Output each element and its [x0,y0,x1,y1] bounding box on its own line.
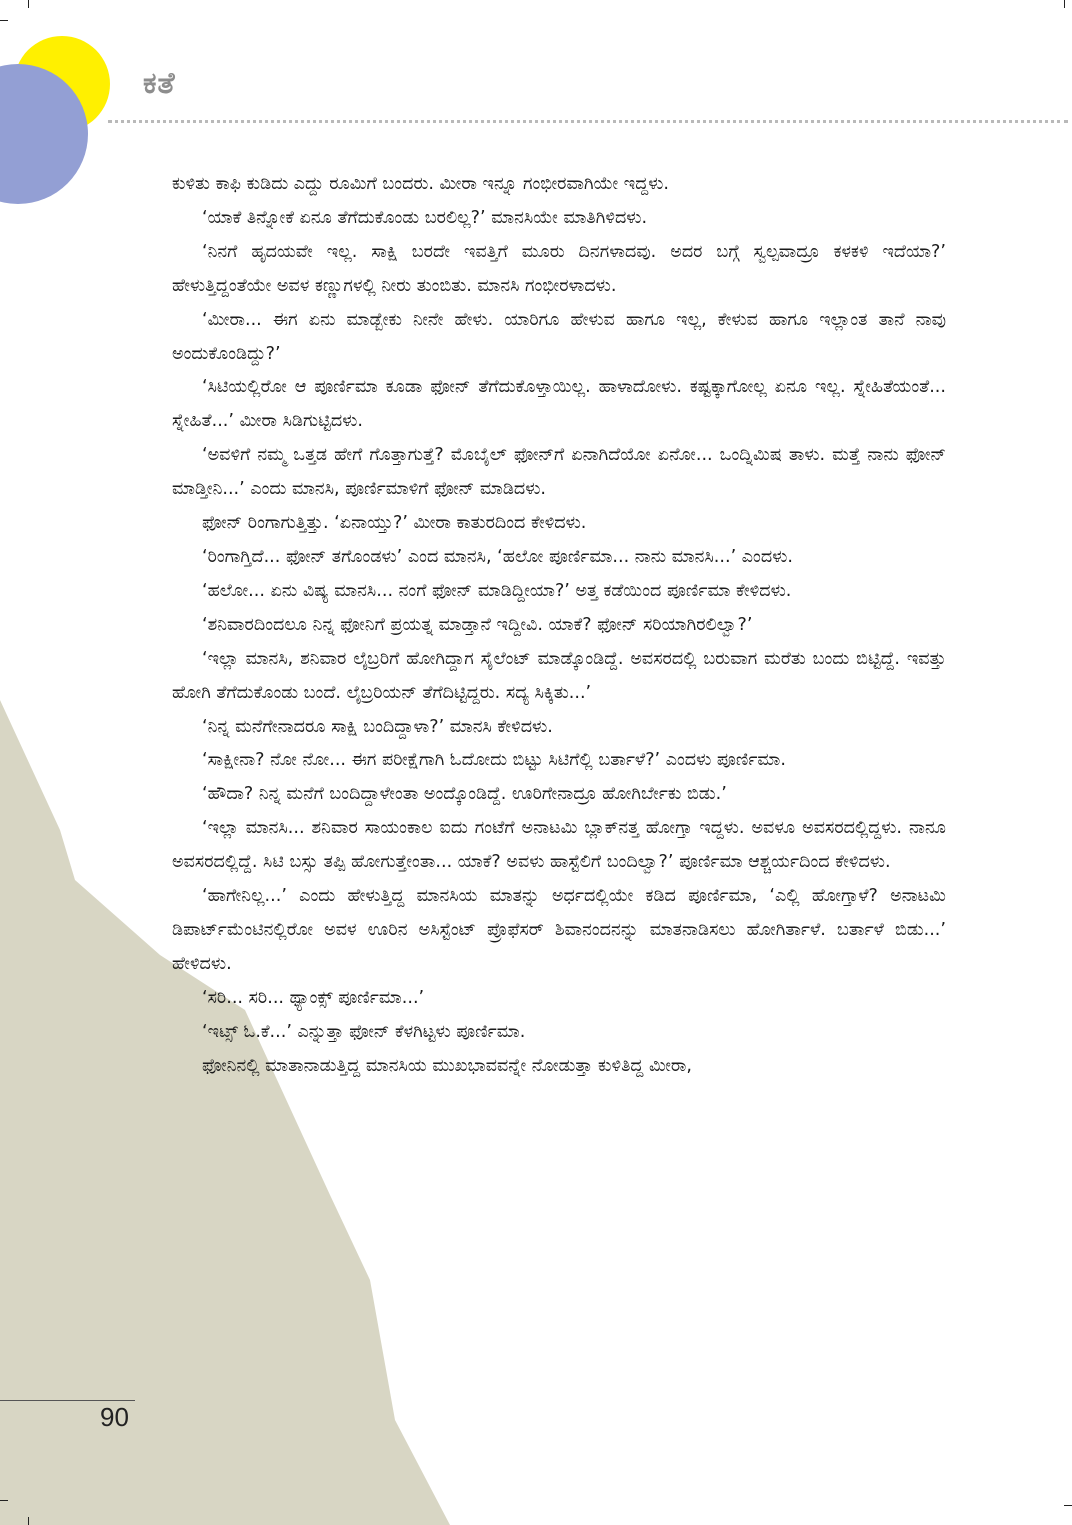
crop-mark [28,1517,29,1525]
paragraph: ‘ನಿನಗೆ ಹೃದಯವೇ ಇಲ್ಲ. ಸಾಕ್ಷಿ ಬರದೇ ಇವತ್ತಿಗೆ ಮೂರು ದಿನಗಳಾದವು. ಅದರ ಬಗ್ಗೆ ಸ್ವಲ್ಪವಾದ್ರೂ ಕಳಕಳಿ ಇದೆಯಾ?’ ಹೇಳುತ್ತಿದ್ದಂತೆಯೇ ಅವಳ ಕಣ್ಣುಗಳಲ್ಲಿ ನೀರು ತುಂಬಿತು. ಮಾನಸಿ ಗಂಭೀರಳಾದಳು. [172,241,946,296]
paragraph: ಫೋನ್ ರಿಂಗಾಗುತ್ತಿತ್ತು. ‘ಏನಾಯ್ತು?’ ಮೀರಾ ಕಾತುರದಿಂದ ಕೇಳಿದಳು. [202,513,587,534]
paragraph: ‘ನಿನ್ನ ಮನೆಗೇನಾದರೂ ಸಾಕ್ಷಿ ಬಂದಿದ್ದಾಳಾ?’ ಮಾನಸಿ ಕೇಳಿದಳು. [202,716,553,737]
paragraph: ಫೋನಿನಲ್ಲಿ ಮಾತಾನಾಡುತ್ತಿದ್ದ ಮಾನಸಿಯ ಮುಖಭಾವವನ್ನೇ ನೋಡುತ್ತಾ ಕುಳಿತಿದ್ದ ಮೀರಾ, [202,1055,692,1076]
paragraph: ‘ಶನಿವಾರದಿಂದಲೂ ನಿನ್ನ ಫೋನಿಗೆ ಪ್ರಯತ್ನ ಮಾಡ್ತಾನೆ ಇದ್ದೀವಿ. ಯಾಕೆ? ಫೋನ್ ಸರಿಯಾಗಿರಲಿಲ್ವಾ?’ [202,614,753,635]
paragraph: ‘ಇಲ್ಲಾ ಮಾನಸಿ, ಶನಿವಾರ ಲೈಬ್ರರಿಗೆ ಹೋಗಿದ್ದಾಗ ಸೈಲೆಂಟ್ ಮಾಡ್ಕೊಂಡಿದ್ದೆ. ಅವಸರದಲ್ಲಿ ಬರುವಾಗ ಮರೆತು ಬಂದು ಬಿಟ್ಟಿದ್ದೆ. ಇವತ್ತು ಹೋಗಿ ತೆಗೆದುಕೊಂಡು ಬಂದೆ. ಲೈಬ್ರರಿಯನ್ ತೆಗೆದಿಟ್ಟಿದ್ದರು. ಸದ್ಯ ಸಿಕ್ಕಿತು...’ [172,648,946,703]
crop-mark [1064,0,1065,8]
crop-mark [0,1500,8,1501]
paragraph: ‘ಸಾಕ್ಷೀನಾ? ನೋ ನೋ... ಈಗ ಪರೀಕ್ಷೆಗಾಗಿ ಓದೋದು ಬಿಟ್ಟು ಸಿಟಿಗೆಲ್ಲಿ ಬರ್ತಾಳೆ?’ ಎಂದಳು ಪೂರ್ಣಿಮಾ. [202,750,786,771]
section-label: ಕತೆ [143,66,176,101]
story-body [172,168,946,1083]
crop-mark [28,0,29,8]
paragraph: ‘ಇಟ್ಸ್ ಓ.ಕೆ...’ ಎನ್ನುತ್ತಾ ಫೋನ್ ಕೆಳಗಿಟ್ಟಳು ಪೂರ್ಣಿಮಾ. [202,1021,526,1042]
paragraph: ‘ರಿಂಗಾಗ್ತಿದೆ... ಫೋನ್ ತಗೊಂಡಳು’ ಎಂದ ಮಾನಸಿ, ‘ಹಲೋ ಪೂರ್ಣಿಮಾ... ನಾನು ಮಾನಸಿ...’ ಎಂದಳು. [202,546,793,567]
page-number-rule [0,1400,135,1401]
paragraph: ‘ಸಿಟಿಯಲ್ಲಿರೋ ಆ ಪೂರ್ಣಿಮಾ ಕೂಡಾ ಫೋನ್ ತೆಗೆದುಕೊಳ್ತಾಯಿಲ್ಲ. ಹಾಳಾದೋಳು. ಕಷ್ಟಕ್ಕಾಗೋಲ್ಲ ಏನೂ ಇಲ್ಲ. ಸ್ನೇಹಿತೆಯಂತೆ... ಸ್ನೇಹಿತೆ...’ ಮೀರಾ ಸಿಡಿಗುಟ್ಟಿದಳು. [172,377,946,432]
paragraph: ಕುಳಿತು ಕಾಫಿ ಕುಡಿದು ಎದ್ದು ರೂಮಿಗೆ ಬಂದರು. ಮೀರಾ ಇನ್ನೂ ಗಂಭೀರವಾಗಿಯೇ ಇದ್ದಳು. [172,174,669,194]
paragraph: ‘ಹಾಗೇನಿಲ್ಲ...’ ಎಂದು ಹೇಳುತ್ತಿದ್ದ ಮಾನಸಿಯ ಮಾತನ್ನು ಅರ್ಧದಲ್ಲಿಯೇ ಕಡಿದ ಪೂರ್ಣಿಮಾ, ‘ಎಲ್ಲಿ ಹೋಗ್ತಾಳೆ? ಅನಾಟಮಿ ಡಿಪಾರ್ಟ್‌ಮೆಂಟಿನಲ್ಲಿರೋ ಅವಳ ಊರಿನ ಅಸಿಸ್ಟೆಂಟ್ ಪ್ರೊಫೆಸರ್ ಶಿವಾನಂದನನ್ನು ಮಾತನಾಡಿಸಲು ಹೋಗಿರ್ತಾಳೆ. ಬರ್ತಾಳೆ ಬಿಡು...’ ಹೇಳಿದಳು. [172,886,946,974]
paragraph: ‘ಹೌದಾ? ನಿನ್ನ ಮನೆಗೆ ಬಂದಿದ್ದಾಳೇಂತಾ ಅಂದ್ಕೊಂಡಿದ್ದೆ. ಊರಿಗೇನಾದ್ರೂ ಹೋಗಿರ್ಬೇಕು ಬಿಡು.’ [202,784,727,805]
crop-mark [1064,1505,1072,1506]
paragraph: ‘ಯಾಕೆ ತಿನ್ನೋಕೆ ಏನೂ ತೆಗೆದುಕೊಂಡು ಬರಲಿಲ್ಲ?’ ಮಾನಸಿಯೇ ಮಾತಿಗಿಳಿದಳು. [202,207,648,228]
paragraph: ‘ಸರಿ... ಸರಿ... ಥ್ಯಾಂಕ್ಸ್ ಪೂರ್ಣಿಮಾ...’ [202,987,425,1008]
dotted-divider [108,120,1068,123]
crop-mark [0,20,8,21]
page-number: 90 [100,1402,129,1432]
paragraph: ‘ಮೀರಾ... ಈಗ ಏನು ಮಾಡ್ಬೇಕು ನೀನೇ ಹೇಳು. ಯಾರಿಗೂ ಹೇಳುವ ಹಾಗೂ ಇಲ್ಲ, ಕೇಳುವ ಹಾಗೂ ಇಲ್ಲಾಂತ ತಾನೆ ನಾವು ಅಂದುಕೊಂಡಿದ್ದು?’ [172,309,946,364]
paragraph: ‘ಹಲೋ... ಏನು ವಿಷ್ಯ ಮಾನಸಿ... ನಂಗೆ ಫೋನ್ ಮಾಡಿದ್ದೀಯಾ?’ ಅತ್ತ ಕಡೆಯಿಂದ ಪೂರ್ಣಿಮಾ ಕೇಳಿದಳು. [202,580,792,601]
paragraph: ‘ಇಲ್ಲಾ ಮಾನಸಿ... ಶನಿವಾರ ಸಾಯಂಕಾಲ ಐದು ಗಂಟೆಗೆ ಅನಾಟಮಿ ಬ್ಲಾಕ್‌ನತ್ತ ಹೋಗ್ತಾ ಇದ್ದಳು. ಅವಳೂ ಅವಸರದಲ್ಲಿದ್ದಳು. ನಾನೂ ಅವಸರದಲ್ಲಿದ್ದೆ. ಸಿಟಿ ಬಸ್ಸು ತಪ್ಪಿ ಹೋಗುತ್ತೇಂತಾ... ಯಾಕೆ? ಅವಳು ಹಾಸ್ಟೆಲಿಗೆ ಬಂದಿಲ್ವಾ?’ ಪೂರ್ಣಿಮಾ ಆಶ್ಚರ್ಯದಿಂದ ಕೇಳಿದಳು. [172,818,946,873]
paragraph: ‘ಅವಳಿಗೆ ನಮ್ಮ ಒತ್ತಡ ಹೇಗೆ ಗೊತ್ತಾಗುತ್ತೆ? ಮೊಬೈಲ್ ಫೋನ್‌ಗೆ ಏನಾಗಿದೆಯೋ ಏನೋ... ಒಂದ್ನಿಮಿಷ ತಾಳು. ಮತ್ತೆ ನಾನು ಫೋನ್ ಮಾಡ್ತೀನಿ...’ ಎಂದು ಮಾನಸಿ, ಪೂರ್ಣಿಮಾಳಿಗೆ ಫೋನ್ ಮಾಡಿದಳು. [172,445,946,500]
